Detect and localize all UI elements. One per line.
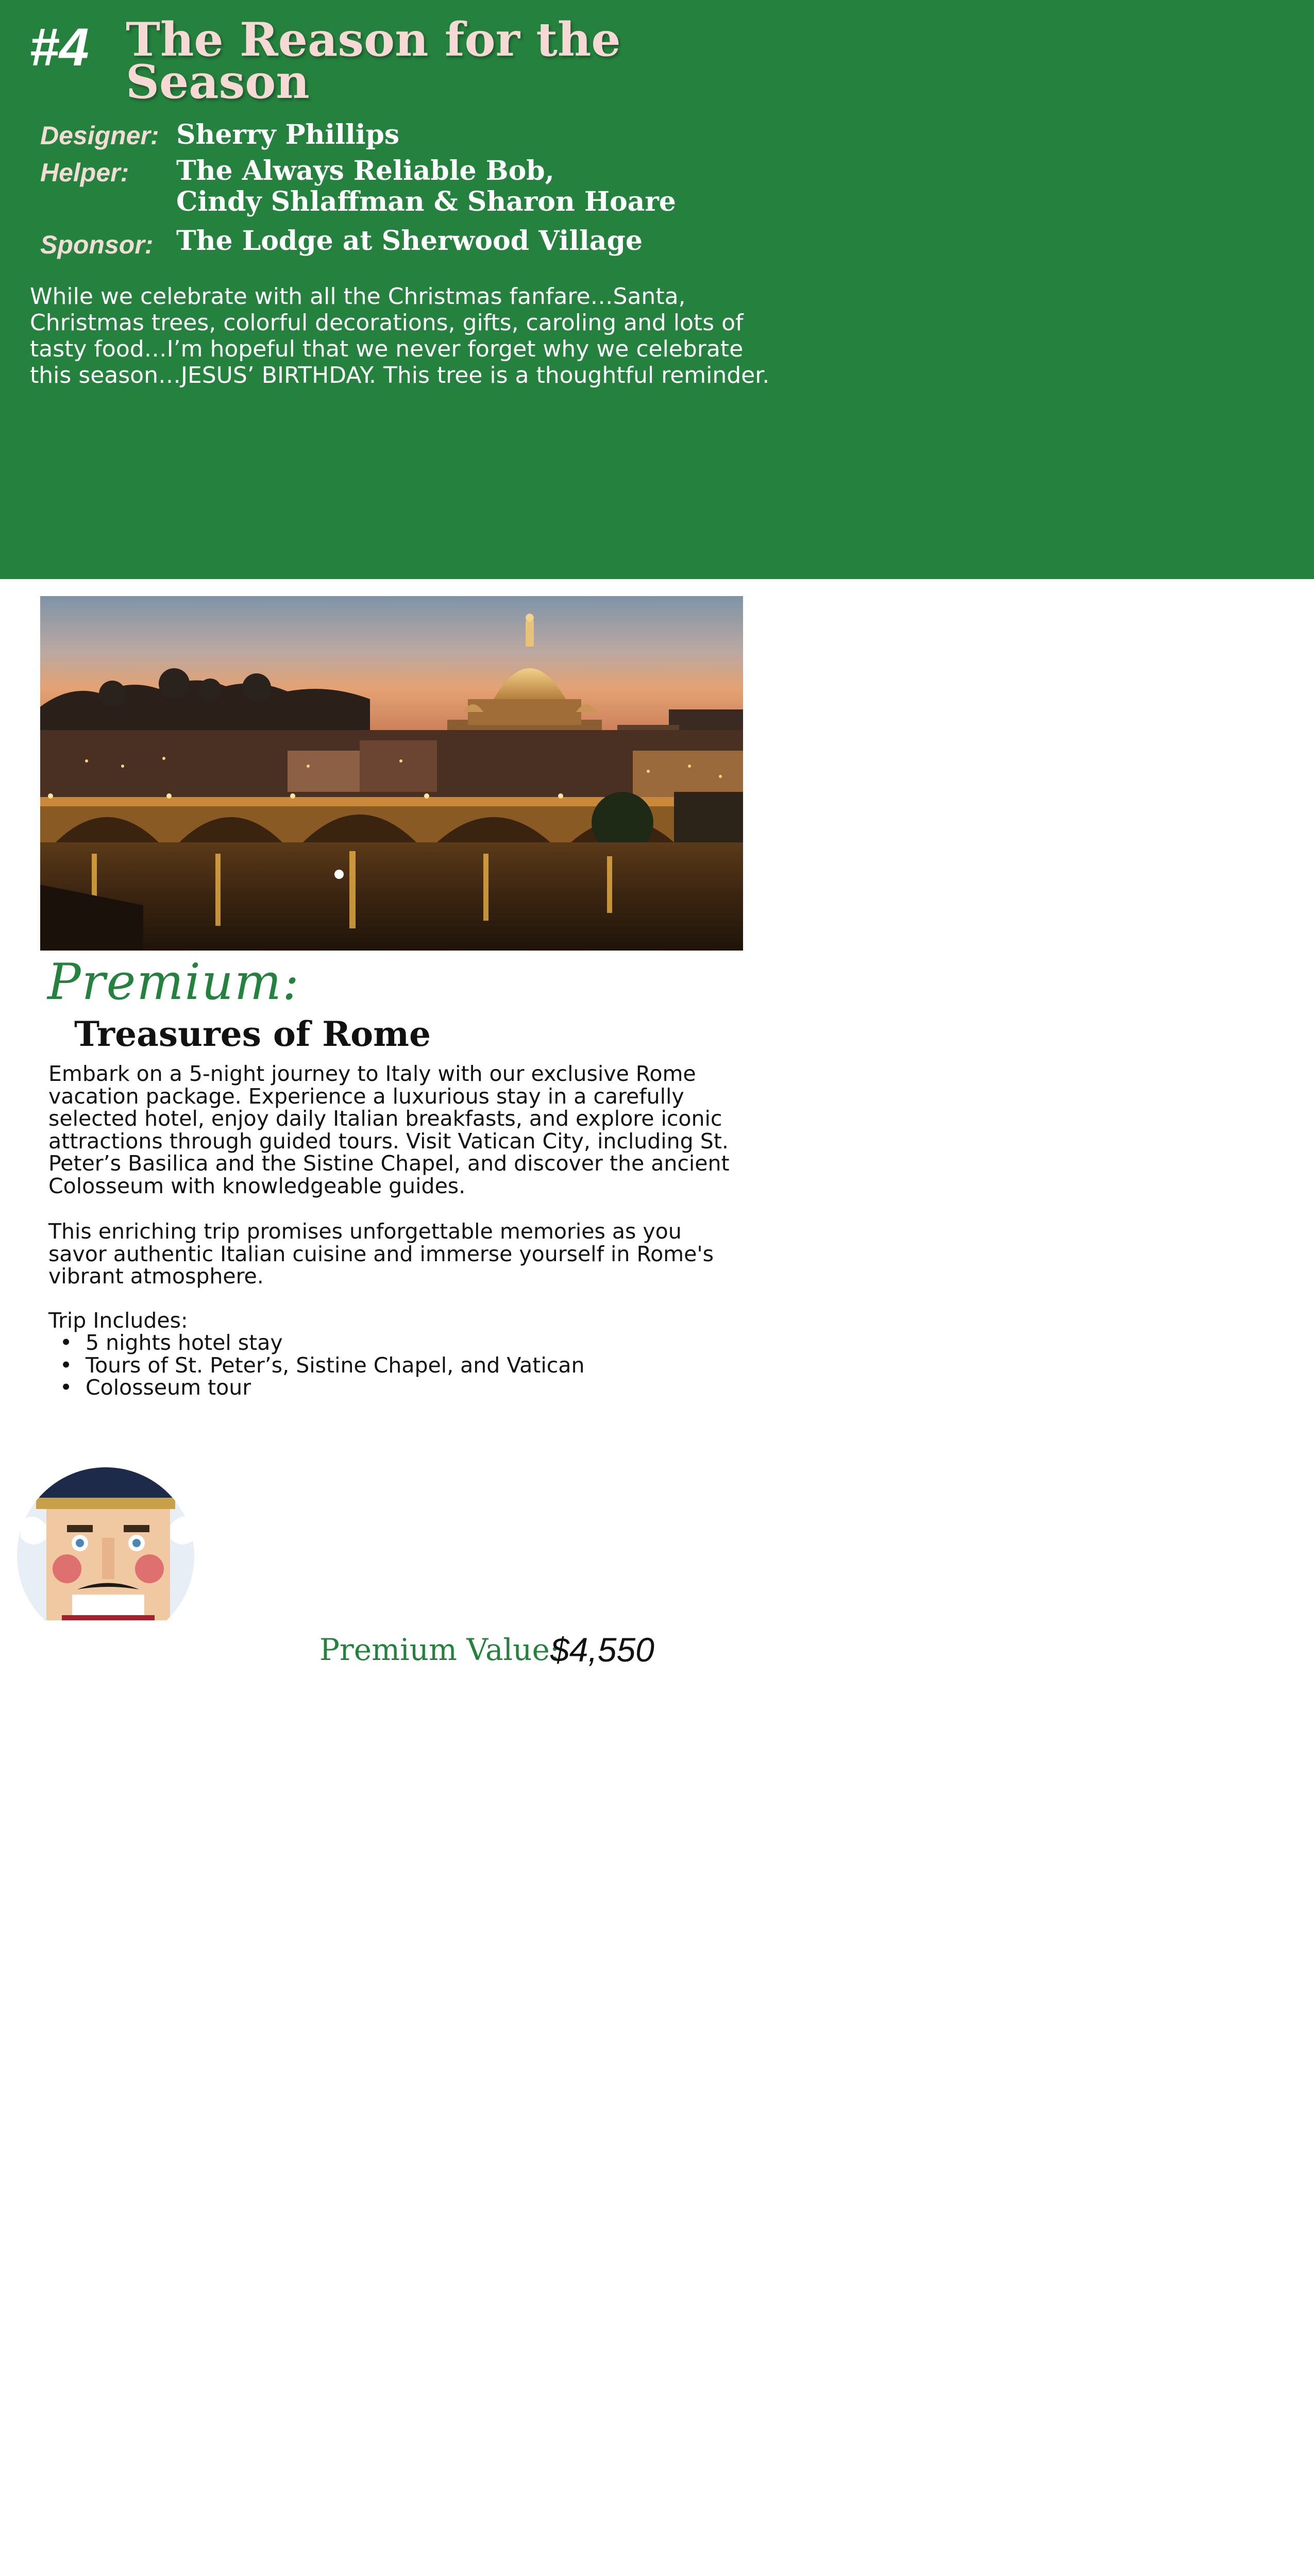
list-item: • Colosseum tour bbox=[48, 1377, 739, 1399]
description-paragraph-1: Embark on a 5-night journey to Italy with our exclusive Rome vacation package. Experience a luxurious stay in a carefully selected hotel, enjoy daily Italian breakfasts, and explore iconic attractions through guided tours. Visit Vatican City, including St. Peter’s Basilica and the Sistine Chapel, and discover the ancient Colosseum with knowledgeable guides. bbox=[48, 1061, 730, 1198]
description-paragraph-2: This enriching trip promises unforgettable memories as you savor authentic Italian cuisine and immerse yourself in Rome's vibrant atmosphere. bbox=[48, 1219, 714, 1289]
list-item: • Tours of St. Peter’s, Sistine Chapel, and Vatican bbox=[48, 1354, 739, 1377]
helper-label: Helper: bbox=[40, 158, 129, 187]
helper-line-1: The Always Reliable Bob, bbox=[176, 155, 554, 187]
value-amount: $4,550 bbox=[550, 1631, 654, 1669]
rome-photo-svg bbox=[40, 596, 743, 951]
sponsor-label: Sponsor: bbox=[40, 230, 154, 259]
helper-line-2: Cindy Shlaffman & Sharon Hoare bbox=[176, 186, 676, 217]
title-line-2: Season bbox=[126, 55, 310, 109]
sponsor-name: The Lodge at Sherwood Village bbox=[176, 225, 643, 257]
designer-name: Sherry Phillips bbox=[176, 119, 400, 150]
page-title bbox=[126, 12, 796, 109]
includes-label: Trip Includes: bbox=[48, 1308, 188, 1333]
value-label: Premium Value: bbox=[319, 1632, 560, 1667]
nutcracker-icon bbox=[15, 1466, 201, 1620]
tree-number: #4 bbox=[29, 18, 89, 77]
title-line-1: The Reason for the bbox=[126, 12, 621, 67]
festival-logo bbox=[15, 1466, 201, 1692]
includes-list bbox=[48, 1332, 739, 1399]
rome-photo bbox=[40, 596, 743, 951]
package-title: Treasures of Rome bbox=[74, 1014, 431, 1054]
intro-text: While we celebrate with all the Christmas fanfare…Santa, Christmas trees, colorful decorations, gifts, caroling and lots of tasty food…I’m hopeful that we never forget why we celebrate this season…JESUS’ BIRTHDAY. This tree is a thoughtful reminder. bbox=[30, 283, 770, 388]
list-item: • 5 nights hotel stay bbox=[48, 1332, 739, 1354]
helper-names bbox=[176, 156, 676, 217]
designer-label: Designer: bbox=[40, 121, 159, 150]
premium-script-label: Premium: bbox=[47, 953, 300, 1011]
